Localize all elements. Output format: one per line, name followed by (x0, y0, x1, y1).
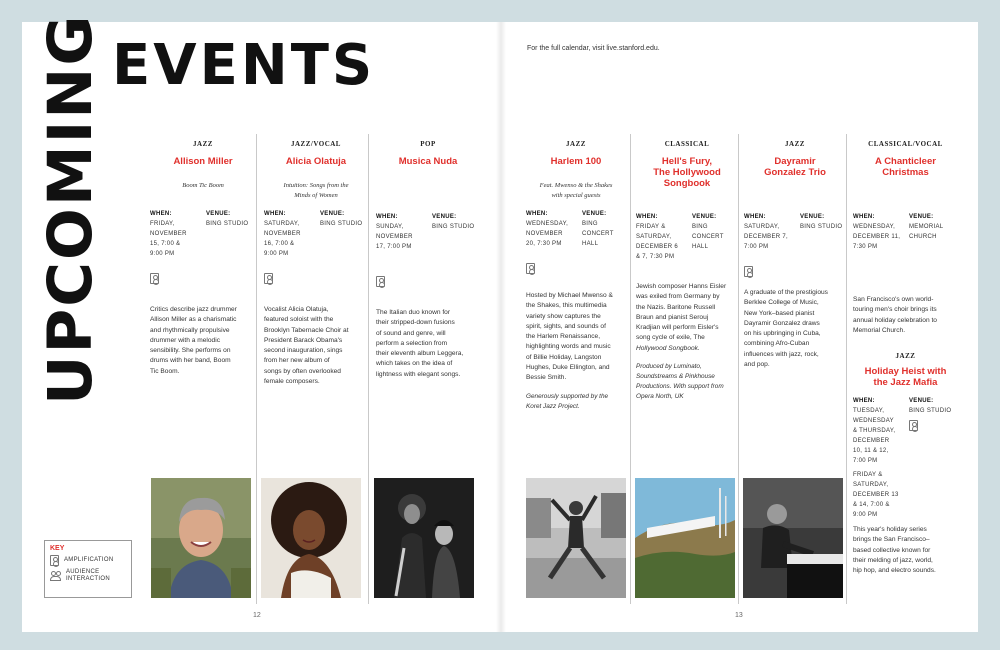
desc-line: featured soloist with the (264, 316, 334, 324)
venue-line: HALL (692, 244, 709, 250)
when-line: WEDNESDAY (853, 418, 894, 425)
desc-line: of Billie Holiday, Langston (526, 353, 602, 361)
event-meta (150, 209, 256, 259)
photo-musica-nuda (374, 478, 474, 598)
when-line: SUNDAY, (376, 224, 404, 230)
amplification-icon (744, 266, 753, 277)
when-line: TUESDAY, (853, 408, 885, 415)
when-line: & 14, 7:00 & (853, 502, 890, 509)
title-line: the Jazz Mafia (873, 377, 938, 389)
venue-label: VENUE: (582, 211, 607, 217)
desc-line: the Harlem Renaissance, (526, 333, 601, 341)
photo-hollywood-sign (635, 478, 735, 598)
title-line: Gonzalez Trio (764, 167, 826, 178)
venue-label: VENUE: (909, 214, 934, 220)
when-line: SATURDAY, (264, 221, 300, 227)
when-line: SATURDAY, (636, 234, 672, 240)
event-title: Allison Miller (173, 156, 233, 167)
desc-line: sensibility. She performs on (150, 347, 231, 355)
desc-line: A graduate of the prestigious (744, 289, 828, 296)
event-meta (636, 212, 738, 262)
desc-line: spirit, sights, and sounds of (526, 322, 606, 330)
when-line: 9:00 PM (150, 251, 175, 257)
desc-line: from her new album of (264, 357, 330, 365)
desc-line: New York–based pianist (744, 309, 815, 317)
when-line: NOVEMBER (150, 231, 187, 237)
desc-line: The Italian duo known for (376, 309, 451, 316)
key-row-amplification (50, 555, 131, 566)
desc-line: brings the San Francisco– (853, 536, 930, 544)
venue-label: VENUE: (206, 211, 231, 217)
venue-line: BING STUDIO (206, 221, 249, 227)
when-line: 7:00 PM (853, 458, 878, 465)
desc-line: Bessie Smith. (526, 374, 567, 382)
desc-line: Jewish composer Hanns Eisler (636, 283, 727, 290)
desc-line: influences with jazz, rock, (744, 350, 819, 358)
event-title: Alicia Olatuja (285, 156, 347, 167)
desc-line: Vocalist Alicia Olatuja, (264, 306, 329, 313)
desc-line: drums with her band, Boom (150, 357, 231, 365)
subtitle-line: Minds of Women (294, 192, 338, 199)
photo-harlem-100 (526, 478, 626, 598)
event-description (853, 525, 958, 576)
desc-line: female composers. (264, 378, 320, 386)
venue-line: CHURCH (909, 234, 937, 240)
title-line: Dayramir (774, 156, 816, 167)
event-meta (522, 209, 630, 249)
page-number-left: 12 (253, 612, 261, 619)
upcoming-vertical-heading: UPCOMING (35, 13, 106, 405)
amplification-icon (909, 420, 918, 431)
event-genre: POP (420, 140, 436, 148)
event-subtitle: Boom Tic Boom (182, 182, 224, 189)
photo-dayramir-gonzalez (743, 478, 843, 598)
when-line: WEDNESDAY, (526, 221, 569, 227)
desc-line: perform a selection from (376, 339, 448, 347)
event-title: Harlem 100 (550, 156, 602, 167)
when-line: NOVEMBER (376, 234, 413, 240)
event-column-chanticleer (846, 134, 958, 604)
desc-line: Brooklyn Tabernacle Choir at (264, 326, 349, 334)
events-heading: EVENTS (112, 33, 376, 98)
when-line: DECEMBER 11, (853, 234, 901, 240)
desc-line: and rhythmically propulsive (150, 326, 230, 334)
key-title: KEY (50, 545, 65, 552)
desc-line: was exiled from Germany by (636, 293, 720, 301)
note-line: Produced by Luminato, (636, 363, 702, 371)
venue-line: MEMORIAL (909, 224, 944, 230)
when-line: FRIDAY & (853, 472, 883, 479)
desc-line: the Nazis. Baritone Russell (636, 303, 716, 311)
note-line: Productions. With support from (636, 383, 724, 391)
desc-line: their eleventh album Leggera, (376, 350, 464, 358)
when-label: WHEN: (853, 214, 875, 220)
event-description (522, 291, 630, 384)
title-line: Hell's Fury, (661, 156, 713, 167)
subtitle-line: Feat. Mwenso & the Shakes (539, 182, 613, 189)
venue-line: CONCERT (692, 234, 724, 240)
when-line: DECEMBER 7, (744, 234, 788, 240)
when-line: 7:00 PM (744, 244, 769, 250)
desc-line: Hosted by Michael Mwenso & (526, 292, 613, 299)
venue-line: HALL (582, 241, 599, 247)
event-genre: JAZZ (193, 140, 213, 148)
venue-line: BING STUDIO (320, 221, 363, 227)
subtitle-line: Intuition: Songs from the (283, 182, 349, 189)
when-line: 15, 7:00 & (150, 241, 181, 247)
event-genre: JAZZ (566, 140, 586, 148)
desc-line: Critics describe jazz drummer (150, 306, 237, 313)
when-line: WEDNESDAY, (853, 224, 896, 230)
desc-line: and pop. (744, 361, 770, 369)
venue-line: BING STUDIO (909, 408, 952, 415)
event-description (636, 282, 738, 354)
when-line: 20, 7:30 PM (526, 241, 562, 247)
desc-line: lightness with elegant songs. (376, 370, 461, 378)
calendar-note: For the full calendar, visit live.stanford.edu. (527, 45, 660, 52)
event-subtitle (264, 181, 368, 201)
when-line: DECEMBER 13 (853, 492, 899, 499)
when-line: 10, 11 & 12, (853, 448, 889, 455)
desc-line: This year's holiday series (853, 526, 927, 534)
when-line: & THURSDAY, (853, 428, 896, 435)
when-line: 9:00 PM (853, 512, 878, 519)
amplification-icon (526, 263, 535, 274)
audience-interaction-icon (50, 571, 62, 582)
venue-line: BING STUDIO (800, 224, 843, 230)
key-label (66, 569, 110, 583)
key-label-line: AUDIENCE (66, 569, 100, 575)
title-line: The Hollywood (653, 167, 721, 178)
when-label: WHEN: (526, 211, 548, 217)
venue-line: BING (582, 221, 598, 227)
note-line: Opera North, UK (636, 393, 684, 401)
desc-line: variety show captures the (526, 312, 601, 320)
page-number-right: 13 (735, 612, 743, 619)
event-title (744, 156, 846, 178)
note-line: Soundstreams & Pinkhouse (636, 373, 715, 381)
key-legend (44, 540, 132, 598)
when-line: SATURDAY, (744, 224, 780, 230)
event-genre: JAZZ (895, 352, 916, 361)
when-line: 17, 7:00 PM (376, 244, 412, 250)
when-line: NOVEMBER (526, 231, 563, 237)
when-label: WHEN: (150, 211, 172, 217)
event-title (853, 366, 958, 388)
desc-line: based collective known for (853, 546, 931, 554)
desc-line: Dayramir Gonzalez draws (744, 319, 820, 327)
venue-line: BING STUDIO (432, 224, 475, 230)
desc-line: President Barack Obama's (264, 336, 343, 344)
desc-line: Allison Miller as a charismatic (150, 316, 237, 324)
when-label: WHEN: (744, 214, 766, 220)
event-genre: JAZZ/VOCAL (291, 140, 341, 148)
note-line: Generously supported by the (526, 392, 609, 400)
event-description (853, 295, 958, 336)
when-label: WHEN: (853, 398, 875, 405)
desc-line: drummer with a melodic (150, 336, 220, 344)
when-line: SATURDAY, (853, 482, 889, 489)
when-line: NOVEMBER (264, 231, 301, 237)
desc-line: their melding of jazz, world, (853, 557, 933, 565)
desc-line: Memorial Church. (853, 326, 906, 334)
event-title (636, 156, 738, 189)
when-line: DECEMBER 6 (636, 244, 679, 250)
key-row-audience (50, 569, 131, 583)
venue-label: VENUE: (432, 214, 457, 220)
event-genre: CLASSICAL/VOCAL (868, 140, 943, 148)
amplification-icon (50, 555, 59, 566)
when-label: WHEN: (264, 211, 286, 217)
title-line: Holiday Heist with (864, 366, 947, 378)
when-label: WHEN: (636, 214, 658, 220)
desc-line: song cycle of exile, The (636, 334, 705, 342)
venue-label: VENUE: (909, 398, 934, 405)
event-title: Musica Nuda (398, 156, 458, 167)
desc-line: San Francisco's own world- (853, 296, 934, 303)
amplification-icon (150, 273, 159, 284)
when-line: DECEMBER (853, 438, 890, 445)
event-note (522, 392, 630, 412)
desc-line: the Shakes, this multimedia (526, 302, 607, 310)
desc-line: Berklee College of Music, (744, 299, 819, 307)
when-line: FRIDAY, (150, 221, 175, 227)
desc-line: songs by often overlooked (264, 367, 341, 375)
photo-allison-miller (151, 478, 251, 598)
when-line: FRIDAY & (636, 224, 666, 230)
desc-line: Hollywood Songbook. (636, 344, 700, 352)
desc-line: on his upbringing in Cuba, (744, 330, 821, 338)
venue-label: VENUE: (692, 214, 717, 220)
venue-label: VENUE: (800, 214, 825, 220)
event-meta (376, 212, 480, 252)
desc-line: annual holiday celebration to (853, 316, 937, 324)
book-spine (496, 22, 506, 632)
desc-line: Hughes, Duke Ellington, and (526, 364, 610, 372)
desc-line: their stripped-down fusions (376, 319, 455, 327)
amplification-icon (376, 276, 385, 287)
venue-line: BING (692, 224, 708, 230)
desc-line: which takes on the idea of (376, 360, 453, 368)
desc-line: of sound and genre, will (376, 329, 446, 337)
event-meta (853, 212, 958, 252)
desc-line: Braun and pianist Serouj (636, 313, 709, 321)
event-description (744, 288, 846, 370)
desc-line: touring men's choir brings its (853, 306, 937, 314)
desc-line: highlighting words and music (526, 343, 611, 351)
title-line: Songbook (663, 178, 711, 189)
event-meta (744, 212, 846, 252)
event-note (636, 362, 738, 402)
event-genre: CLASSICAL (664, 140, 710, 148)
key-label: AMPLIFICATION (64, 557, 114, 563)
event-description (150, 305, 256, 377)
desc-line: Kradjian will perform Eisler's (636, 324, 719, 332)
title-line: A Chanticleer (875, 156, 936, 167)
venue-label: VENUE: (320, 211, 345, 217)
photo-alicia-olatuja (261, 478, 361, 598)
when-line: 7:30 PM (853, 244, 878, 250)
event-description (264, 305, 368, 387)
when-line: & 7, 7:30 PM (636, 254, 675, 260)
note-line: Koret Jazz Project. (526, 402, 580, 410)
event-meta (853, 396, 958, 520)
event-description (376, 308, 480, 380)
key-label-line: INTERACTION (66, 576, 110, 582)
event-subtitle (522, 181, 630, 201)
event-title (853, 156, 958, 178)
desc-line: Tic Boom. (150, 367, 180, 375)
when-label: WHEN: (376, 214, 398, 220)
event-genre: JAZZ (785, 140, 805, 148)
desc-line: combining Afro-Cuban (744, 340, 810, 348)
desc-line: hip hop, and electro sounds. (853, 567, 936, 575)
subtitle-line: with special guests (551, 192, 601, 199)
title-line: Christmas (882, 167, 929, 178)
when-line: 9:00 PM (264, 251, 289, 257)
desc-line: second inauguration, sings (264, 347, 343, 355)
when-line: 16, 7:00 & (264, 241, 295, 247)
venue-line: CONCERT (582, 231, 614, 237)
amplification-icon (264, 273, 273, 284)
event-meta (264, 209, 368, 259)
